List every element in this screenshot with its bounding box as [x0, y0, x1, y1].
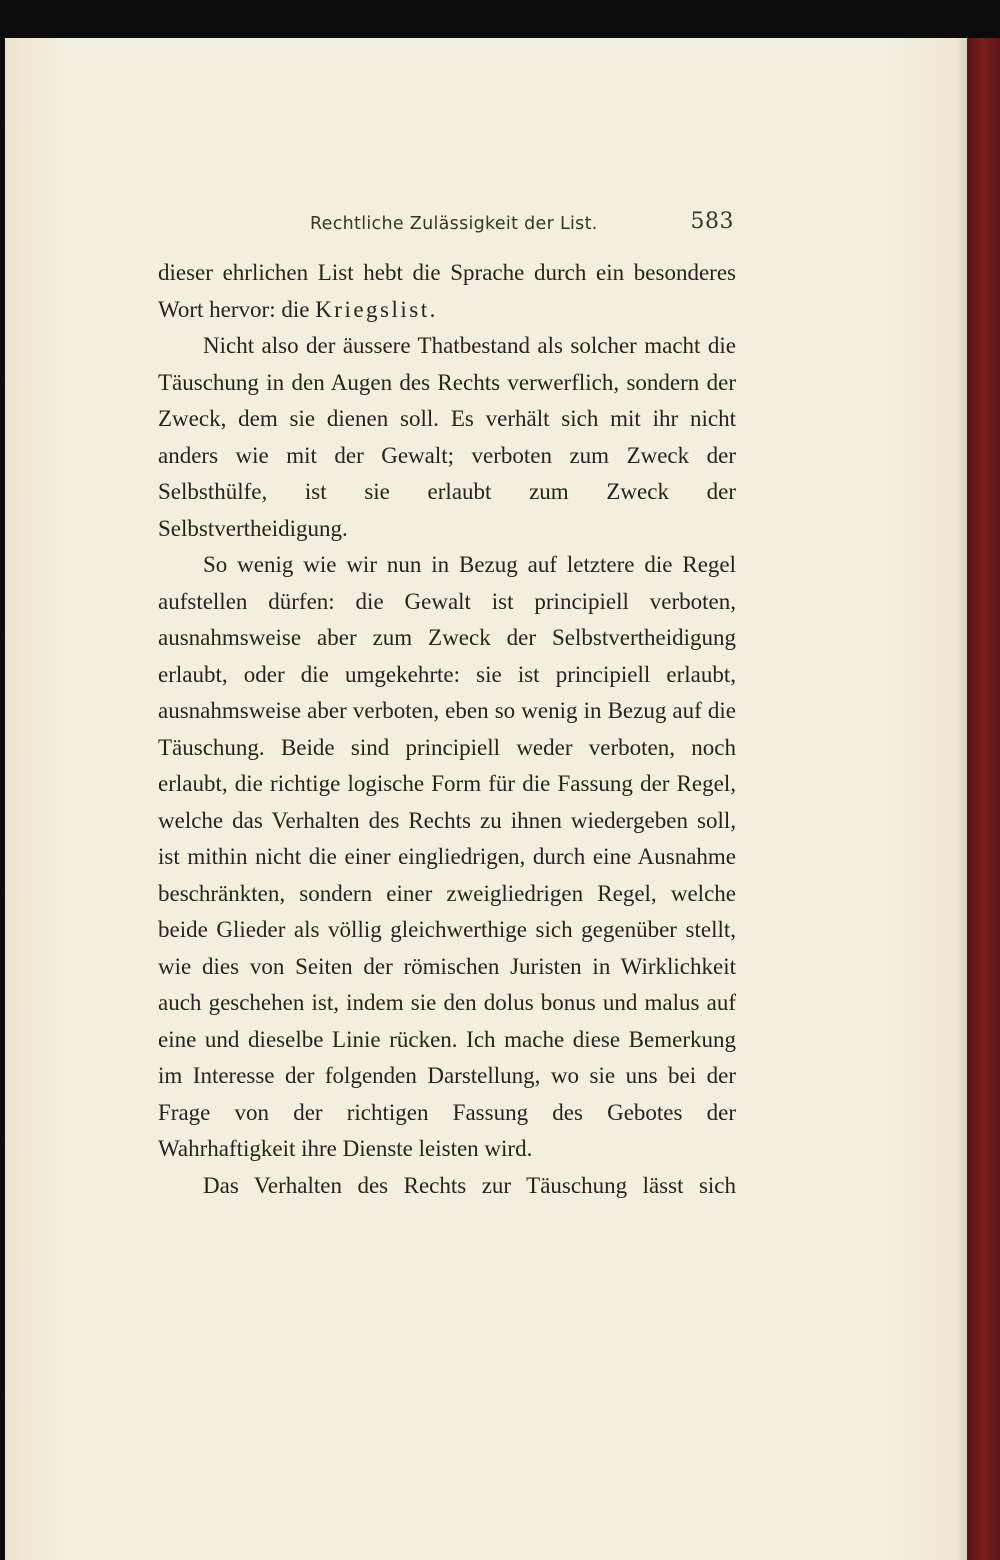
book-cover-edge	[967, 38, 1000, 1560]
running-title: Rechtliche Zulässigkeit der List.	[310, 214, 598, 234]
running-head	[158, 210, 736, 240]
page-number: 583	[690, 209, 734, 234]
paragraph-4: Das Verhalten des Rechts zur Täuschung lässt sich	[203, 1172, 736, 1198]
paragraph-2: Nicht also der äussere Thatbestand als solcher macht die Täuschung in den Augen des Rechts verwerflich, sondern der Zweck, dem sie dienen soll. Es verhält sich mit ihr nicht anders wie mit der Gewalt; verboten zum Zweck der Selbsthülfe, ist sie erlaubt zum Zweck der Selbstvertheidigung.	[158, 333, 736, 541]
paragraph-1-start: dieser ehrlichen List hebt die Sprache durch ein besonderes Wort hervor: die	[158, 260, 736, 322]
gutter-shadow	[955, 38, 967, 1560]
emphasized-term: Kriegslist	[315, 296, 430, 322]
paragraph-1	[158, 255, 736, 328]
body-text	[158, 255, 736, 1204]
paragraph-1-end: .	[429, 296, 436, 322]
paragraph-3: So wenig wie wir nun in Bezug auf letztere die Regel aufstellen dürfen: die Gewalt ist principiell verboten, ausnahmsweise aber zum Zweck der Selbstvertheidigung erlaubt, oder die umgekehrte: sie ist principiell erlaubt, ausnahmsweise aber verboten, eben so wenig in Bezug auf die Täuschung. Beide sind principiell weder verboten, noch erlaubt, die richtige logische Form für die Fassung der Regel, welche das Verhalten des Rechts zu ihnen wiedergeben soll, ist mithin nicht die einer eingliedrigen, durch eine Ausnahme beschränkten, sondern einer zweigliedrigen Regel, welche beide Glieder als völlig gleichwerthige sich gegenüber stellt, wie dies von Seiten der römischen Juristen in Wirklichkeit auch geschehen ist, indem sie den dolus bonus und malus auf eine und dieselbe Linie rücken. Ich mache diese Bemerkung im Interesse der folgenden Darstellung, wo sie uns bei der Frage von der richtigen Fassung des Gebotes der Wahrhaftigkeit ihre Dienste leisten wird.	[158, 552, 736, 1161]
